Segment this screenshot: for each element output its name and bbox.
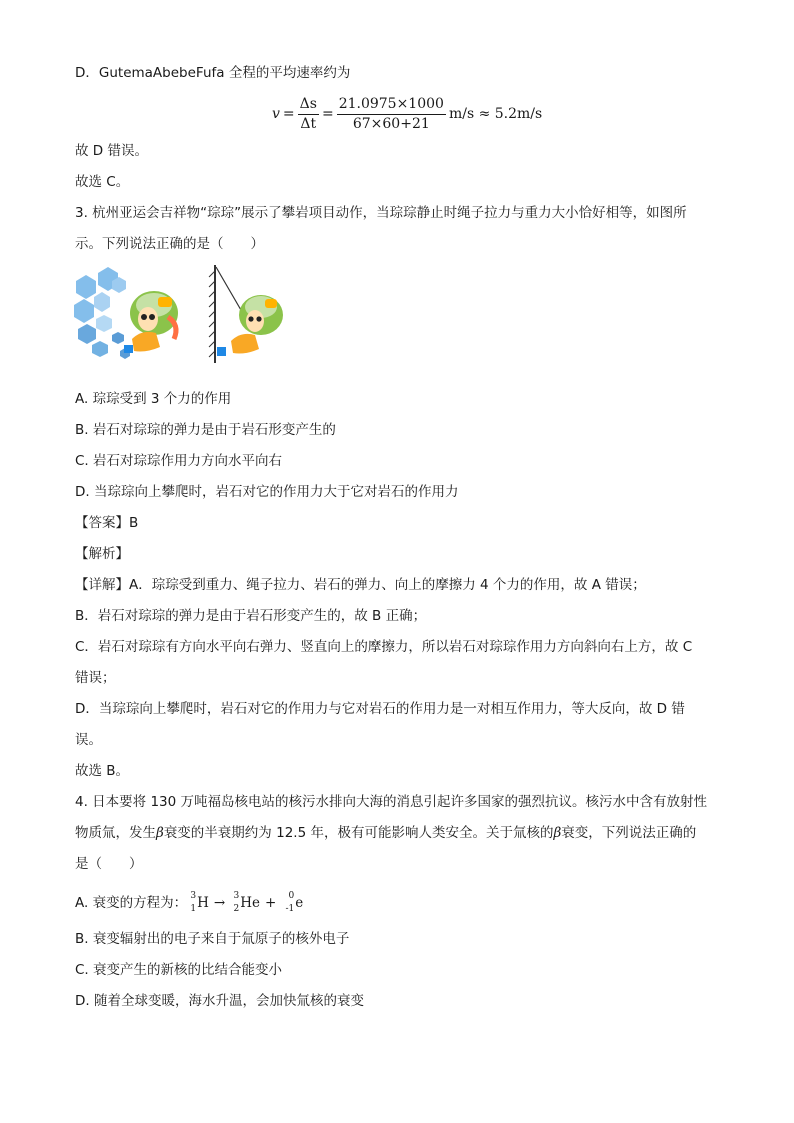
- question-4-stem: 是（ ）: [75, 856, 143, 872]
- option-a: [75, 890, 303, 916]
- nuclide-h: H: [197, 895, 209, 911]
- detail-line: B．岩石对琮琮的弹力是由于岩石形变产生的，故 B 正确；: [75, 608, 427, 624]
- electron: e: [295, 895, 304, 911]
- beta-symbol: β: [156, 825, 164, 841]
- frac2-numerator: 21.0975×1000: [337, 96, 446, 115]
- nuclide-he-index: 3 2: [233, 891, 240, 914]
- detail-line: D．当琮琮向上攀爬时，岩石对它的作用力与它对岩石的作用力是一对相互作用力，等大反向，故 D 错: [75, 701, 685, 717]
- mascot-congcong-small: [217, 295, 283, 356]
- detail-line: 故选 B。: [75, 763, 130, 779]
- answer-value: B: [129, 515, 139, 531]
- option-b: B. 岩石对琮琮的弹力是由于岩石形变产生的: [75, 422, 336, 438]
- analysis-label: 【解析】: [75, 546, 129, 562]
- plus-sign: +: [264, 895, 277, 911]
- formula-eq2: =: [321, 106, 334, 122]
- formula-lhs: v: [272, 106, 280, 122]
- text-line: 故 D 错误。: [75, 143, 148, 159]
- option-c: C. 衰变产生的新核的比结合能变小: [75, 962, 283, 978]
- rock-wall-hexagons: [74, 267, 130, 359]
- detail-line: 【详解】A．琮琮受到重力、绳子拉力、岩石的弹力、向上的摩擦力 4 个力的作用，故 A 错误；: [75, 577, 646, 593]
- question-3-stem: 示。下列说法正确的是（ ）: [75, 236, 264, 252]
- stem-text: 衰变，下列说法正确的: [561, 825, 697, 841]
- text-line: 故选 C。: [75, 174, 130, 190]
- nuclide-e-index: 0 -1: [285, 891, 295, 914]
- frac2-denominator: 67×60+21: [352, 115, 430, 132]
- beta-symbol: β: [553, 825, 562, 841]
- mascot-congcong: [124, 291, 178, 353]
- detail-line: 误。: [75, 732, 102, 748]
- answer-line: [75, 513, 138, 533]
- nuclide-h-index: 3 1: [190, 891, 197, 914]
- option-a-label: A. 衰变的方程为：: [75, 895, 188, 911]
- option-c: C. 岩石对琮琮作用力方向水平向右: [75, 453, 283, 469]
- text-line: D．GutemaAbebeFufa 全程的平均速率约为: [75, 65, 351, 81]
- option-d: D. 当琮琮向上攀爬时，岩石对它的作用力大于它对岩石的作用力: [75, 484, 459, 500]
- formula-eq1: =: [282, 106, 295, 122]
- question-4-stem: 4. 日本要将 130 万吨福岛核电站的核污水排向大海的消息引起许多国家的强烈抗议。核污水中含有放射性: [75, 794, 708, 810]
- stem-text: 衰变的半衰期约为 12.5 年，极有可能影响人类安全。关于氚核的: [163, 825, 554, 841]
- option-a: A. 琮琮受到 3 个力的作用: [75, 391, 232, 407]
- option-d: D. 随着全球变暖，海水升温，会加快氚核的衰变: [75, 993, 364, 1009]
- detail-line: 错误；: [75, 670, 116, 686]
- detail-line: C．岩石对琮琮有方向水平向右弹力、竖直向上的摩擦力，所以岩石对琮琮作用力方向斜向右上方，故 C: [75, 639, 693, 655]
- question-4-stem: [75, 823, 696, 843]
- mascot-climbing-figure: [72, 267, 190, 362]
- mascot-wall-rope-diagram: [205, 263, 293, 365]
- formula-result: m/s ≈ 5.2m/s: [448, 106, 543, 122]
- decay-equation: [187, 891, 303, 915]
- option-b: B. 衰变辐射出的电子来自于氚原子的核外电子: [75, 931, 350, 947]
- nuclide-he: He: [240, 895, 260, 911]
- frac1-denominator: Δt: [300, 115, 317, 132]
- formula-frac2: [337, 96, 446, 133]
- question-3-stem: 3. 杭州亚运会吉祥物“琮琮”展示了攀岩项目动作，当琮琮静止时绳子拉力与重力大小恰好相等，如图所: [75, 205, 687, 221]
- stem-text: 物质氚，发生: [75, 825, 156, 841]
- frac1-numerator: Δs: [298, 96, 319, 115]
- speed-formula: [272, 92, 542, 136]
- answer-label: 【答案】: [75, 515, 129, 531]
- formula-frac1: [298, 96, 319, 133]
- reaction-arrow: →: [213, 895, 226, 911]
